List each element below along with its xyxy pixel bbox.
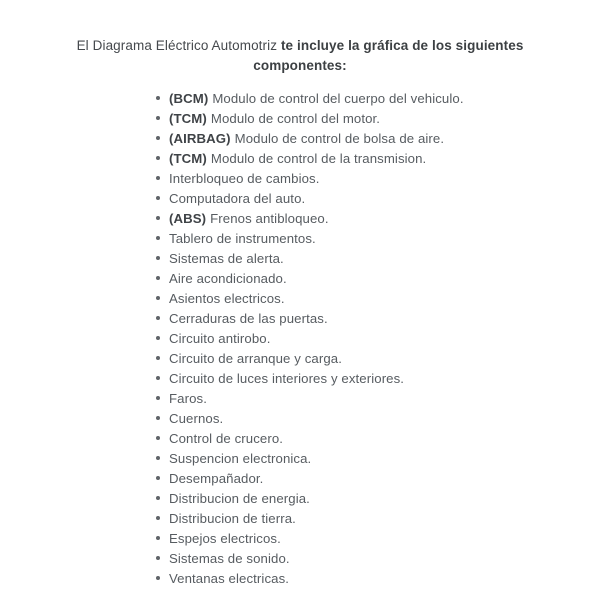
bullet-icon: [156, 396, 160, 400]
list-item: [156, 409, 600, 429]
bullet-icon: [156, 556, 160, 560]
list-item-label: Espejos electricos.: [169, 531, 281, 546]
list-item-label: Cuernos.: [169, 411, 224, 426]
page-title-bold-part: te incluye la gráfica de los siguientes: [280, 38, 524, 53]
list-item-label: Distribucion de energia.: [169, 491, 310, 506]
bullet-icon: [156, 536, 160, 540]
components-list: [156, 89, 600, 589]
list-item: [156, 529, 600, 549]
bullet-icon: [156, 376, 160, 380]
list-item-label: Circuito de arranque y carga.: [169, 351, 342, 366]
list-item: [156, 429, 600, 449]
list-item-label: Ventanas electricas.: [169, 571, 290, 586]
list-item: [156, 129, 600, 149]
bullet-icon: [156, 336, 160, 340]
list-item-label: Cerraduras de las puertas.: [169, 311, 328, 326]
list-item-label: Asientos electricos.: [169, 291, 285, 306]
bullet-icon: [156, 456, 160, 460]
list-item-label: Modulo de control del cuerpo del vehiculo.: [212, 91, 464, 106]
list-item-code: (BCM): [169, 91, 209, 106]
list-item: [156, 89, 600, 109]
list-item: [156, 449, 600, 469]
bullet-icon: [156, 196, 160, 200]
bullet-icon: [156, 276, 160, 280]
list-item-label: Suspencion electronica.: [169, 451, 312, 466]
list-item-label: Circuito antirobo.: [169, 331, 271, 346]
list-item-label: Control de crucero.: [169, 431, 284, 446]
bullet-icon: [156, 476, 160, 480]
list-item-label: Distribucion de tierra.: [169, 511, 296, 526]
list-item: [156, 189, 600, 209]
page-title-bold-part-line2: componentes:: [253, 58, 347, 73]
list-item-label: Tablero de instrumentos.: [169, 231, 316, 246]
list-item: [156, 329, 600, 349]
list-item-label: Computadora del auto.: [169, 191, 306, 206]
list-item-code: (TCM): [169, 111, 207, 126]
bullet-icon: [156, 296, 160, 300]
page-title: [60, 36, 540, 76]
bullet-icon: [156, 176, 160, 180]
list-item-label: Aire acondicionado.: [169, 271, 287, 286]
list-item-label: Frenos antibloqueo.: [210, 211, 329, 226]
list-item: [156, 469, 600, 489]
list-item: [156, 569, 600, 589]
bullet-icon: [156, 96, 160, 100]
list-item-label: Interbloqueo de cambios.: [169, 171, 320, 186]
list-item-code: (ABS): [169, 211, 207, 226]
bullet-icon: [156, 216, 160, 220]
bullet-icon: [156, 116, 160, 120]
bullet-icon: [156, 156, 160, 160]
bullet-icon: [156, 436, 160, 440]
list-item-label: Modulo de control de bolsa de aire.: [234, 131, 445, 146]
list-item-label: Desempañador.: [169, 471, 264, 486]
bullet-icon: [156, 516, 160, 520]
list-item: [156, 209, 600, 229]
list-item: [156, 249, 600, 269]
list-item: [156, 229, 600, 249]
bullet-icon: [156, 496, 160, 500]
list-item: [156, 309, 600, 329]
list-item: [156, 369, 600, 389]
list-item: [156, 489, 600, 509]
list-item-label: Sistemas de alerta.: [169, 251, 284, 266]
bullet-icon: [156, 356, 160, 360]
list-item-code: (AIRBAG): [169, 131, 231, 146]
bullet-icon: [156, 576, 160, 580]
list-item: [156, 149, 600, 169]
bullet-icon: [156, 136, 160, 140]
bullet-icon: [156, 236, 160, 240]
list-item: [156, 549, 600, 569]
bullet-icon: [156, 256, 160, 260]
list-item: [156, 349, 600, 369]
list-item-label: Circuito de luces interiores y exteriores.: [169, 371, 405, 386]
list-item: [156, 269, 600, 289]
list-item: [156, 289, 600, 309]
list-item: [156, 109, 600, 129]
page-title-regular-part: El Diagrama Eléctrico Automotriz: [76, 38, 278, 53]
bullet-icon: [156, 316, 160, 320]
list-item-label: Modulo de control del motor.: [210, 111, 381, 126]
list-item-code: (TCM): [169, 151, 207, 166]
list-item: [156, 389, 600, 409]
list-item-label: Faros.: [169, 391, 207, 406]
list-item-label: Modulo de control de la transmision.: [210, 151, 427, 166]
list-item-label: Sistemas de sonido.: [169, 551, 290, 566]
bullet-icon: [156, 416, 160, 420]
list-item: [156, 509, 600, 529]
list-item: [156, 169, 600, 189]
